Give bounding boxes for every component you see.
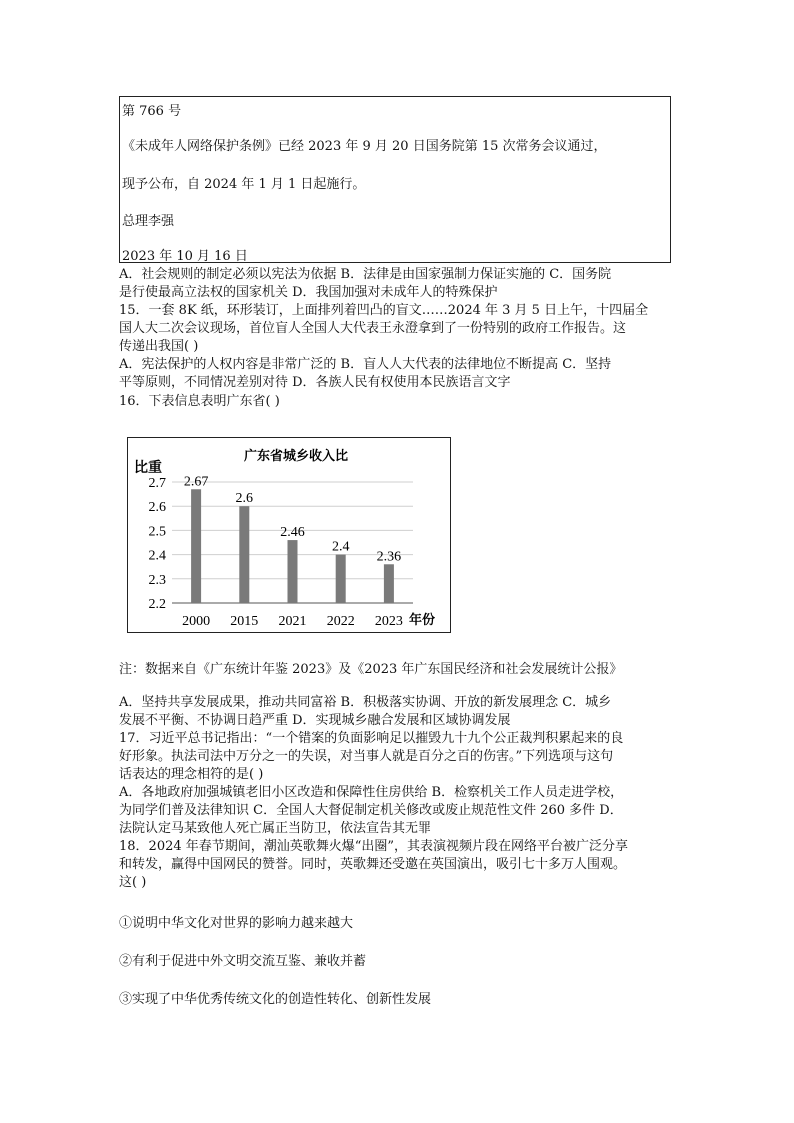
x-axis-label: 年份 [409,613,436,628]
y-tick-label: 2.5 [148,524,166,540]
x-tick-label: 2015 [230,614,259,629]
y-tick-label: 2.7 [148,476,166,491]
q15-stem-line: 15．一套 8K 纸，环形装订，上面排列着凹凸的盲文……2024 年 3 月 5 日上午，十四届全 [119,303,649,318]
bar-chart [128,438,450,632]
q14-options [119,266,671,302]
q18-stem-line: 这( ) [119,875,147,890]
q16-options [119,694,671,730]
q17-stem-line: 好形象。执法司法中万分之一的失误，对当事人就是百分之百的伤害。”下列选项与这句 [119,749,614,764]
y-tick-label: 2.6 [148,500,166,516]
q16-stem [119,393,671,411]
y-axis-label: 比重 [134,460,162,476]
y-tick-label: 2.3 [148,572,166,588]
decree-signatory: 总理李强 [122,214,175,229]
bar-value-label: 2.4 [331,539,350,555]
q17-block [119,730,671,838]
bar-value-label: 2.6 [235,491,254,507]
q15-block [119,302,671,392]
chart-title: 广东省城乡收入比 [243,449,349,464]
q18-item-3: ③实现了中华优秀传统文化的创造性转化、创新性发展 [119,992,432,1007]
bar [191,489,201,603]
bar [384,564,394,603]
q17-stem-line: 17．习近平总书记指出：“一个错案的负面影响足以摧毁九十九个公正裁判积累起来的良 [119,731,624,746]
bar-value-label: 2.46 [280,525,305,541]
q18-item-1: ①说明中华文化对世界的影响力越来越大 [119,916,354,931]
decree-line-2: 现予公布，自 2024 年 1 月 1 日起施行。 [122,177,366,192]
decree-number: 第 766 号 [122,104,182,119]
q15-stem-line: 传递出我国( ) [119,339,199,354]
bar [239,506,249,603]
bar-value-label: 2.36 [376,549,402,565]
q18-item-2: ②有利于促进中外文明交流互鉴、兼收并蓄 [119,954,367,969]
q16-option-line: 发展不平衡、不协调日趋严重 D．实现城乡融合发展和区域协调发展 [119,713,511,728]
q18-stem-line: 和转发，赢得中国网民的赞誉。同时，英歌舞还受邀在英国演出，吸引七十多万人围观。 [119,857,627,872]
decree-box [119,96,671,263]
q15-option-line: 平等原则，不同情况差别对待 D．各族人民有权使用本民族语言文字 [119,375,511,390]
q16-option-line: A．坚持共享发展成果，推动共同富裕 B．积极落实协调、开放的新发展理念 C．城乡 [119,695,612,710]
q18-stem-line: 18．2024 年春节期间，潮汕英歌舞火爆“出圈”，其表演视频片段在网络平台被广泛分享 [119,839,629,854]
chart-source-note: 注：数据来自《广东统计年鉴 2023》及《2023 年广东国民经济和社会发展统计公报》 [119,662,623,677]
q17-option-line: 法院认定马某致他人死亡属正当防卫，依法宣告其无罪 [119,821,432,836]
x-tick-label: 2000 [182,614,211,629]
chart-frame [127,437,451,633]
y-tick-label: 2.4 [148,548,166,564]
q17-option-line: 为同学们普及法律知识 C．全国人大督促制定机关修改或废止规范性文件 260 多件 D． [119,803,623,818]
q14-option-line: 是行使最高立法权的国家机关 D．我国加强对未成年人的特殊保护 [119,285,498,300]
x-tick-label: 2023 [374,614,403,629]
x-tick-label: 2022 [326,614,355,629]
q15-stem-line: 国人大二次会议现场，首位盲人全国人大代表王永澄拿到了一份特别的政府工作报告。这 [119,321,627,336]
q14-option-line: A．社会规则的制定必须以宪法为依据 B．法律是由国家强制力保证实施的 C．国务院 [119,267,612,282]
q17-stem-line: 话表达的理念相符的是( ) [119,767,264,782]
q16-stem-text: 16．下表信息表明广东省( ) [119,394,280,409]
q18-block [119,838,671,892]
q15-option-line: A．宪法保护的人权内容是非常广泛的 B．盲人人大代表的法律地位不断提高 C．坚持 [119,357,612,372]
decree-date: 2023 年 10 月 16 日 [122,249,248,264]
decree-line-1: 《未成年人网络保护条例》已经 2023 年 9 月 20 日国务院第 15 次常务会议通过， [122,139,607,154]
bar-value-label: 2.67 [183,474,209,490]
x-tick-label: 2021 [278,614,307,629]
bar [336,555,346,603]
y-tick-label: 2.2 [148,597,166,612]
bar [288,540,298,603]
q17-option-line: A．各地政府加强城镇老旧小区改造和保障性住房供给 B．检察机关工作人员走进学校， [119,785,624,800]
